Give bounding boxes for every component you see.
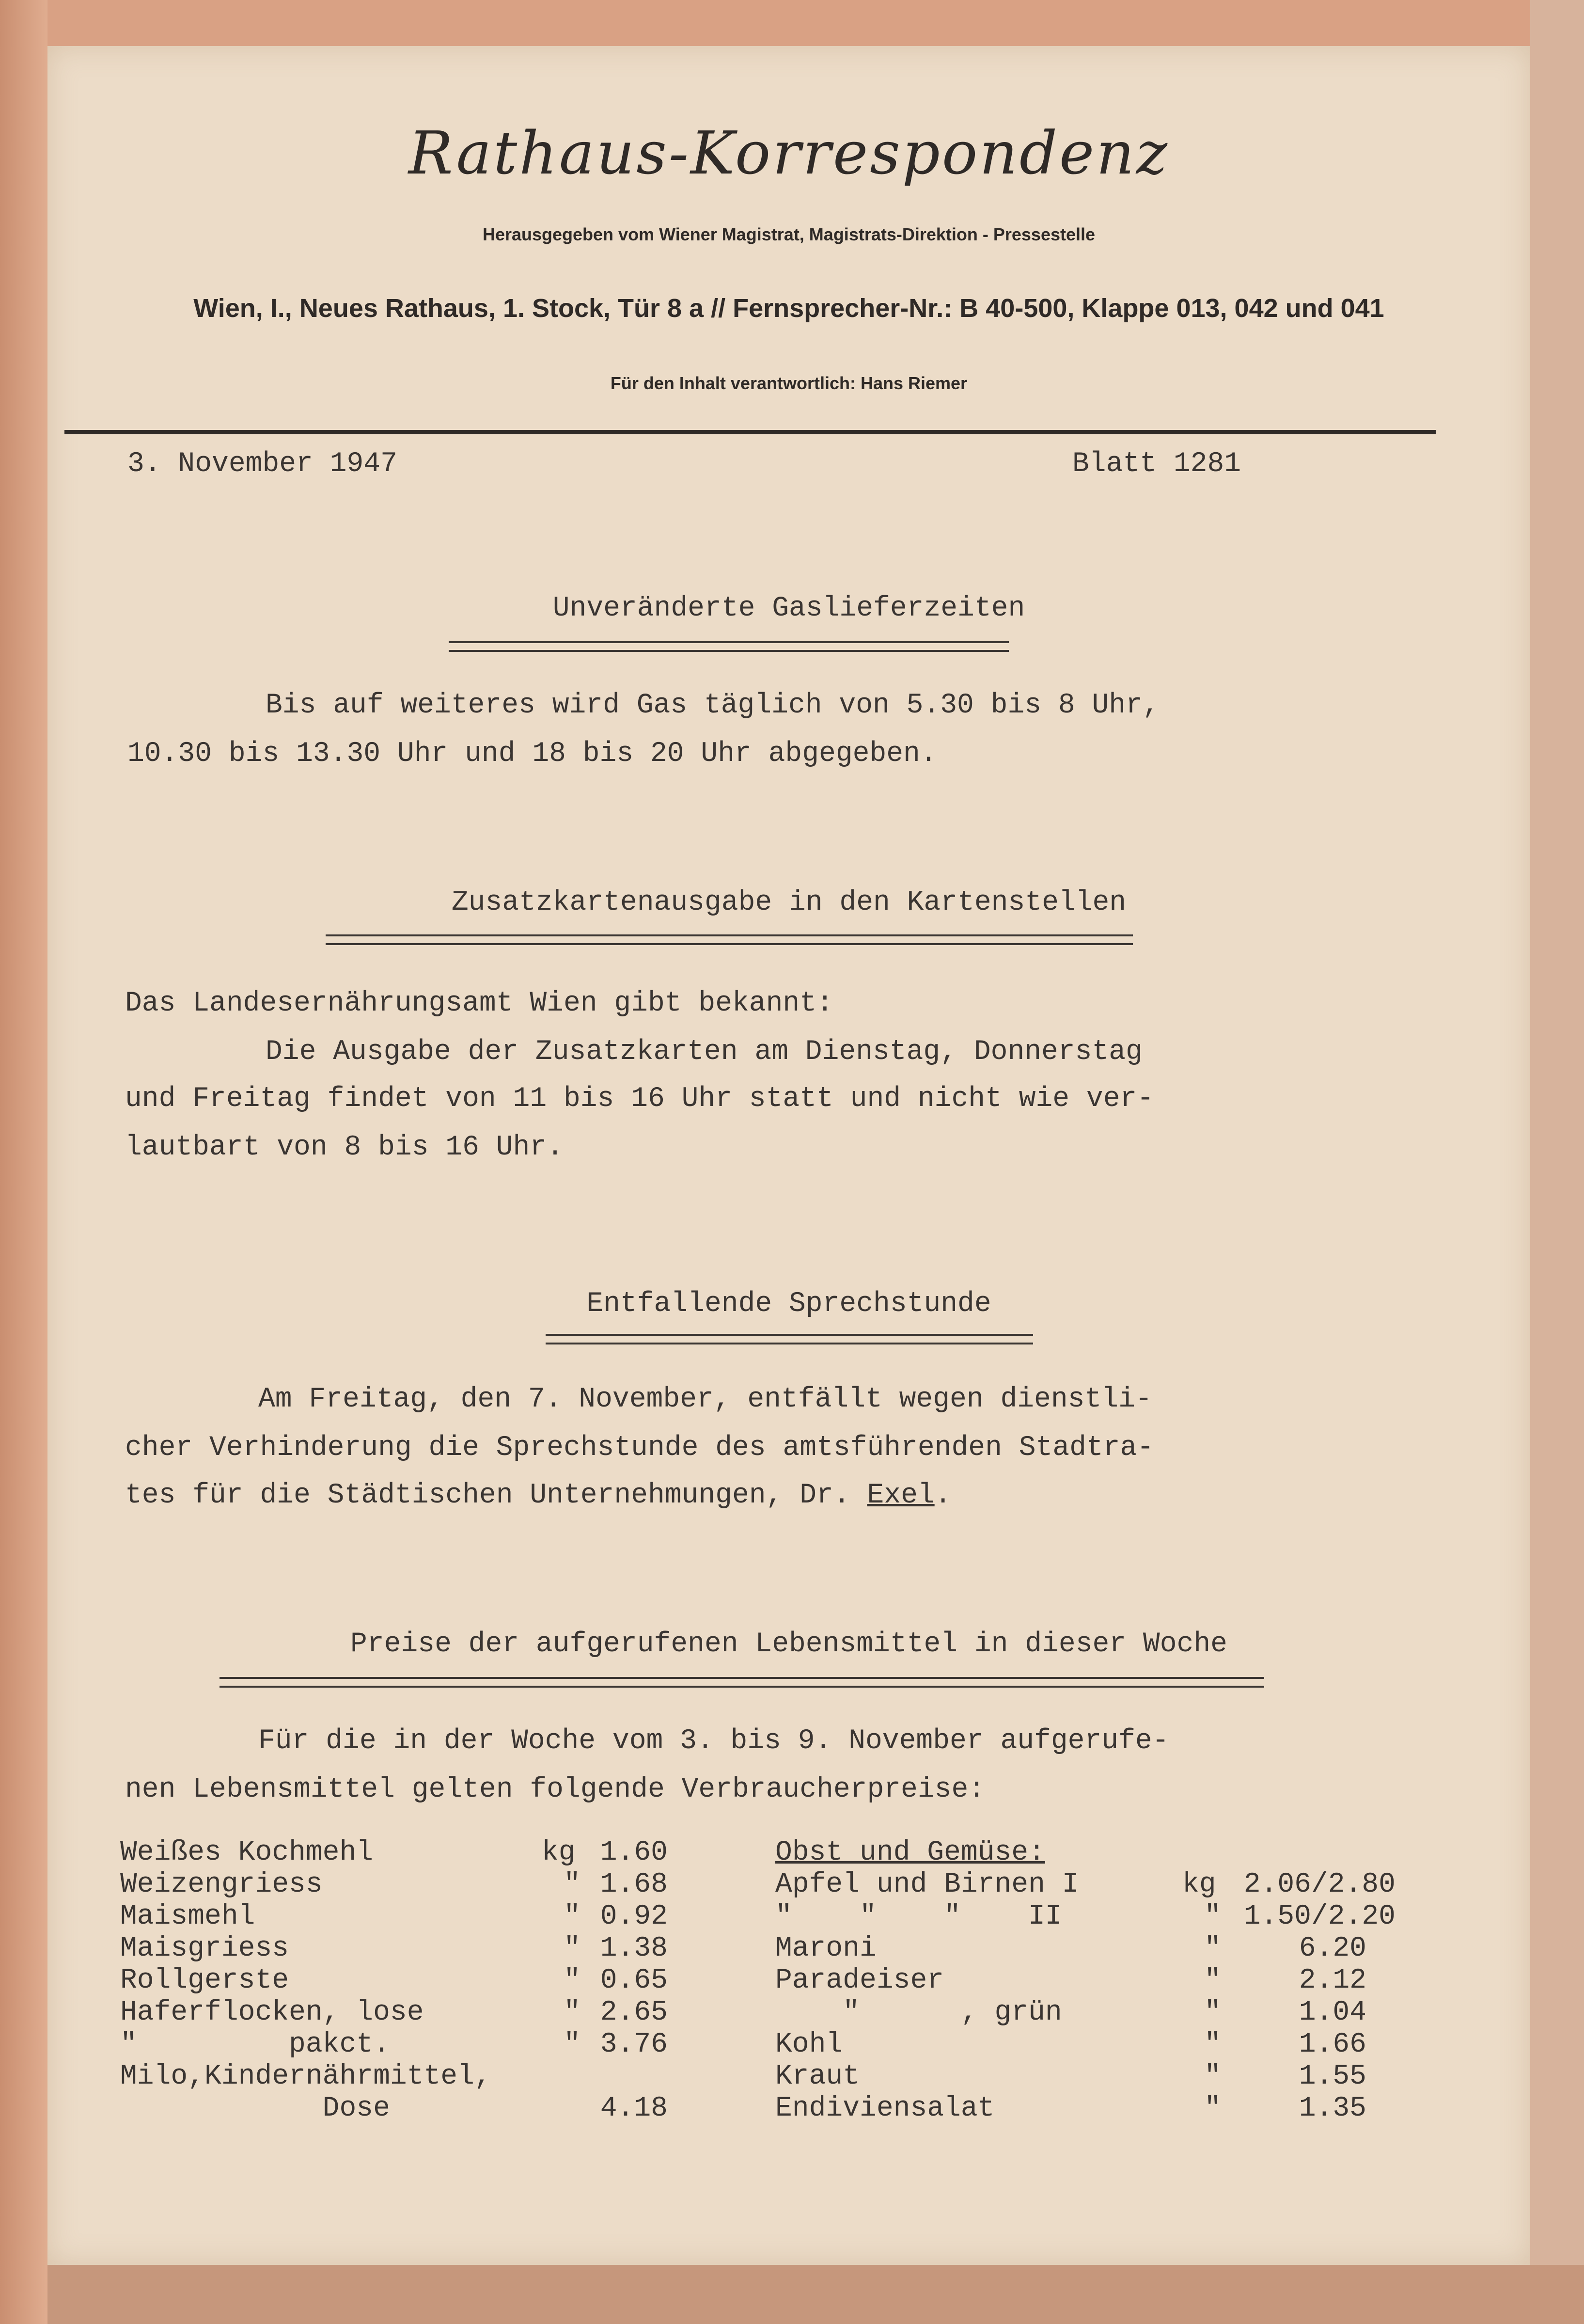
price-row: Kraut " 1.55 xyxy=(775,2061,1366,2092)
price-row: " , grün " 1.04 xyxy=(775,1997,1366,2028)
article-line: 10.30 bis 13.30 Uhr und 18 bis 20 Uhr abgegeben. xyxy=(127,738,937,770)
article-heading-gas: Unveränderte Gaslieferzeiten xyxy=(552,593,1025,624)
binding-spine xyxy=(0,0,47,2324)
article-heading-sprechstunde: Entfallende Sprechstunde xyxy=(586,1288,991,1320)
price-row: " " " II " 1.50/2.20 xyxy=(775,1901,1396,1932)
article-line: und Freitag findet von 11 bis 16 Uhr statt und nicht wie ver- xyxy=(125,1083,1154,1115)
price-row: Weißes Kochmehl kg 1.60 xyxy=(120,1837,668,1868)
price-row: Maismehl " 0.92 xyxy=(120,1901,668,1932)
article-line-text: tes für die Städtischen Unternehmungen, Dr. xyxy=(125,1480,867,1511)
price-row: Maisgriess " 1.38 xyxy=(120,1933,668,1964)
article-line: nen Lebensmittel gelten folgende Verbraucherpreise: xyxy=(125,1774,986,1805)
masthead-responsible: Für den Inhalt verantwortlich: Hans Riemer xyxy=(610,373,968,393)
price-row: Haferflocken, lose " 2.65 xyxy=(120,1997,668,2028)
sheet-number: Blatt 1281 xyxy=(1072,448,1241,480)
masthead-publisher: Herausgegeben vom Wiener Magistrat, Magistrats-Direktion - Pressestelle xyxy=(482,224,1096,244)
price-table-left xyxy=(120,1837,668,2125)
article-heading-zusatzkarten: Zusatzkartenausgabe in den Kartenstellen xyxy=(451,887,1127,918)
heading-underline xyxy=(546,1334,1033,1344)
price-row: Maroni " 6.20 xyxy=(775,1933,1366,1964)
price-row: Endiviensalat " 1.35 xyxy=(775,2093,1366,2124)
document-page xyxy=(47,46,1530,2265)
price-row: Weizengriess " 1.68 xyxy=(120,1869,668,1900)
article-line: Das Landesernährungsamt Wien gibt bekannt: xyxy=(125,988,833,1019)
price-row: Paradeiser " 2.12 xyxy=(775,1965,1366,1996)
article-heading-preise: Preise der aufgerufenen Lebensmittel in dieser Woche xyxy=(350,1628,1227,1660)
price-row: " pakct. " 3.76 xyxy=(120,2029,668,2060)
article-line: Die Ausgabe der Zusatzkarten am Dienstag, Donnerstag xyxy=(266,1036,1143,1068)
person-name: Exel xyxy=(867,1480,935,1511)
price-row: Milo,Kindernährmittel, xyxy=(120,2061,491,2092)
page-edge-bottom xyxy=(47,2265,1584,2324)
price-section-heading: Obst und Gemüse: xyxy=(775,1837,1045,1868)
article-line: Am Freitag, den 7. November, entfällt wegen dienstli- xyxy=(258,1384,1152,1415)
page-edge-right xyxy=(1530,0,1584,2265)
name-suffix: . xyxy=(934,1480,952,1511)
price-table-right xyxy=(775,1837,1396,2125)
issue-date: 3. November 1947 xyxy=(127,448,397,480)
heading-underline xyxy=(326,934,1133,945)
article-line: lautbart von 8 bis 16 Uhr. xyxy=(125,1132,564,1163)
price-row: Kohl " 1.66 xyxy=(775,2029,1366,2060)
article-line: cher Verhinderung die Sprechstunde des amtsführenden Stadtra- xyxy=(125,1432,1154,1464)
price-row: Apfel und Birnen I kg 2.06/2.80 xyxy=(775,1869,1396,1900)
price-row: Rollgerste " 0.65 xyxy=(120,1965,668,1996)
masthead-address: Wien, I., Neues Rathaus, 1. Stock, Tür 8 a // Fernsprecher-Nr.: B 40-500, Klappe 013, 042 und 041 xyxy=(193,294,1384,323)
article-line xyxy=(125,1480,952,1511)
heading-underline xyxy=(220,1677,1264,1688)
article-line: Bis auf weiteres wird Gas täglich von 5.30 bis 8 Uhr, xyxy=(266,690,1160,721)
heading-underline xyxy=(449,641,1009,652)
article-line: Für die in der Woche vom 3. bis 9. November aufgerufe- xyxy=(258,1725,1169,1757)
masthead-title: Rathaus-Korrespondenz xyxy=(408,119,1170,188)
price-row: Dose 4.18 xyxy=(120,2093,668,2124)
masthead-rule xyxy=(64,430,1436,434)
